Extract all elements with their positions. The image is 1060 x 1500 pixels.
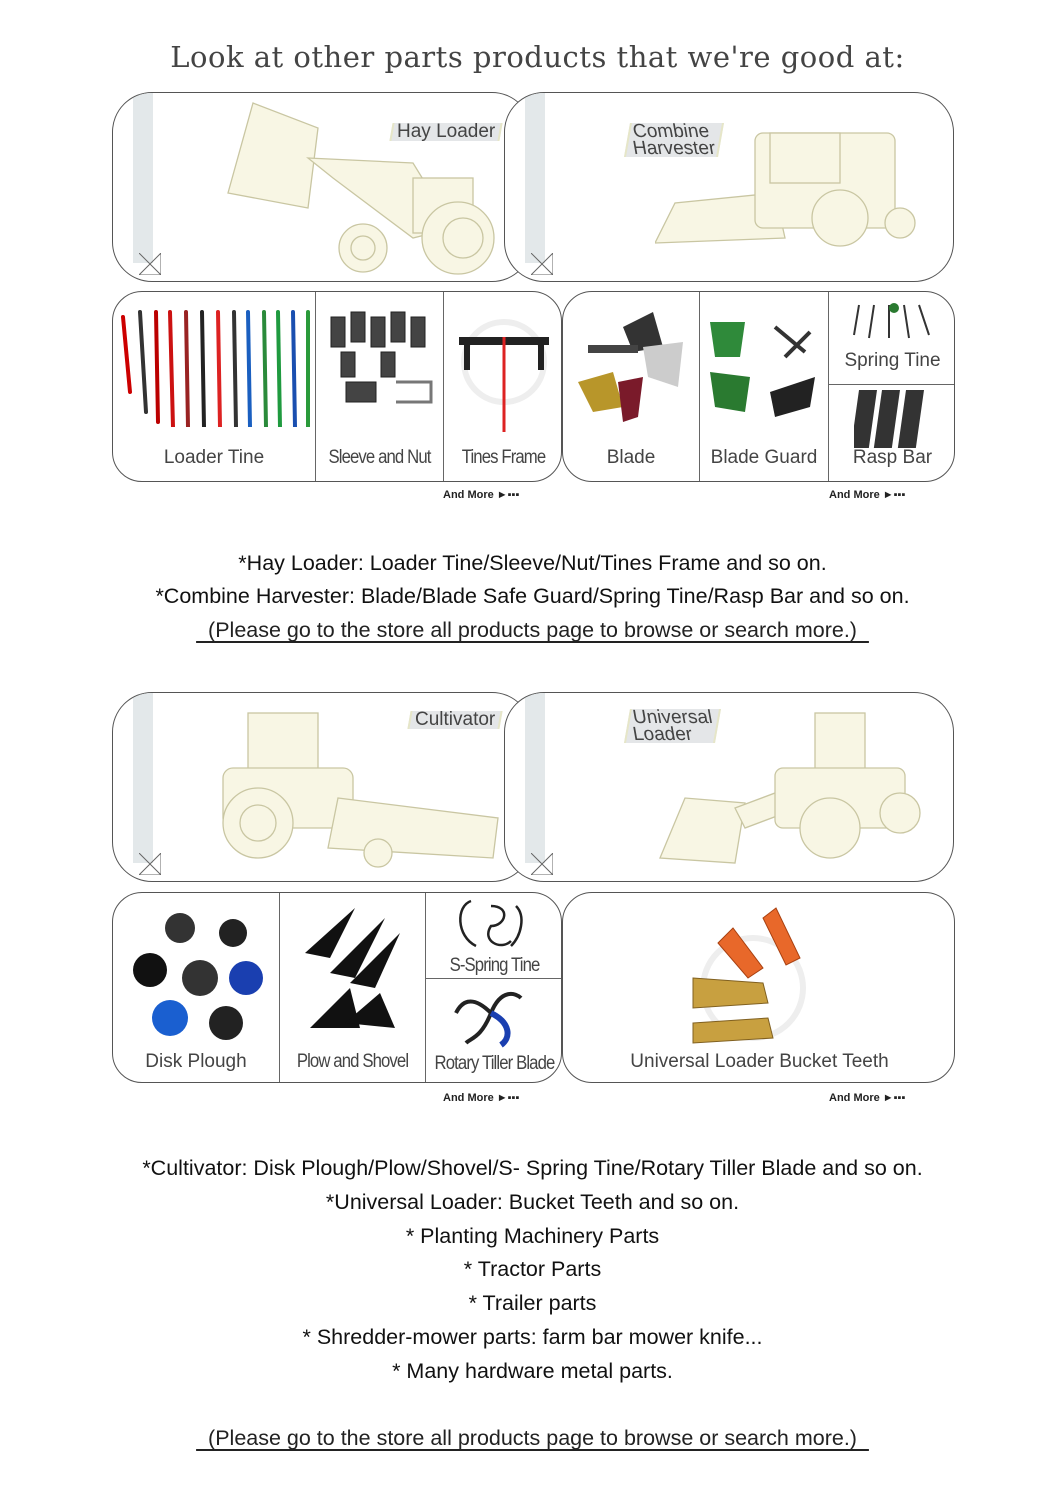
category-card-combine-harvester[interactable] [504,92,954,282]
part-label: Blade Guard [710,447,818,468]
corner-mark-icon [531,253,553,275]
and-more-link[interactable]: And More ►▪▪▪ [443,489,520,501]
category-label: Hay Loader [396,121,495,142]
disk-plough-image [128,908,268,1043]
part-loader-tine[interactable] [113,292,316,481]
corner-mark-icon [139,853,161,875]
loader-tine-image [118,302,313,427]
part-rotary-tiller-blade[interactable] [426,981,562,1082]
decorative-bar [525,693,545,863]
tines-frame-image [454,317,554,437]
part-spring-tine[interactable] [829,292,955,385]
combine-harvester-parts [562,291,955,482]
category-card-hay-loader[interactable] [112,92,532,282]
part-label: Spring Tine [844,350,941,371]
part-blade-guard[interactable] [700,292,829,481]
description-line: * Tractor Parts [463,1257,602,1281]
part-label: Disk Plough [145,1051,247,1072]
part-label: Tines Frame [461,447,546,468]
decorative-bar [133,93,153,263]
description-line: * Many hardware metal parts. [392,1359,673,1383]
blade-image [573,307,688,432]
and-more-link[interactable]: And More ►▪▪▪ [443,1092,520,1104]
and-more-link[interactable]: And More ►▪▪▪ [829,489,906,501]
part-label: Plow and Shovel [296,1051,409,1072]
part-label: Loader Tine [163,447,265,468]
decorative-bar [525,93,545,263]
blade-guard-image [705,312,825,427]
bucket-teeth-image [688,903,813,1048]
store-products-link[interactable]: (Please go to the store all products page to browse or search more.) [196,1426,869,1450]
part-sleeve-and-nut[interactable] [316,292,444,481]
page-title: Look at other parts products that we're good at: [170,40,905,74]
and-more-link[interactable]: And More ►▪▪▪ [829,1092,906,1104]
plow-and-shovel-image [300,903,410,1043]
part-blade[interactable] [563,292,700,481]
spring-tine-image [849,300,939,340]
description-line: *Hay Loader: Loader Tine/Sleeve/Nut/Tines Frame and so on. [238,551,827,575]
part-label: S-Spring Tine [449,955,540,976]
category-card-universal-loader[interactable] [504,692,954,882]
part-label: Rasp Bar [852,447,933,468]
rasp-bar-image [854,390,929,448]
rotary-tiller-blade-image [451,983,531,1048]
part-s-spring-tine[interactable] [426,893,562,979]
corner-mark-icon [139,253,161,275]
category-label: Cultivator [414,709,495,730]
description-line: * Planting Machinery Parts [405,1224,660,1248]
description-line: *Universal Loader: Bucket Teeth and so on. [325,1190,740,1214]
s-spring-tine-image [451,896,526,954]
universal-loader-parts [562,892,955,1083]
description-line: *Cultivator: Disk Plough/Plow/Shovel/S- Spring Tine/Rotary Tiller Blade and so on. [142,1156,923,1180]
hay-loader-parts [112,291,562,482]
cultivator-illustration [218,708,503,878]
part-label: Rotary Tiller Blade [434,1053,555,1074]
part-plow-and-shovel[interactable] [280,893,426,1082]
description-line: *Combine Harvester: Blade/Blade Safe Guard/Spring Tine/Rasp Bar and so on. [155,584,910,608]
store-products-link[interactable]: (Please go to the store all products page to browse or search more.) [196,618,869,642]
description-line: * Shredder-mower parts: farm bar mower knife... [302,1325,763,1349]
decorative-bar [133,693,153,863]
category-card-cultivator[interactable] [112,692,532,882]
sleeve-and-nut-image [321,307,439,417]
part-rasp-bar[interactable] [829,387,955,481]
part-disk-plough[interactable] [113,893,280,1082]
cultivator-parts [112,892,562,1083]
part-label: Universal Loader Bucket Teeth [630,1051,889,1072]
category-label: Universal Loader [631,707,715,745]
description-line: * Trailer parts [468,1291,597,1315]
part-label: Blade [606,447,656,468]
part-tines-frame[interactable] [444,292,562,481]
part-label: Sleeve and Nut [328,447,431,468]
part-bucket-teeth[interactable] [563,893,955,1082]
corner-mark-icon [531,853,553,875]
category-label: Combine Harvester [631,121,718,159]
